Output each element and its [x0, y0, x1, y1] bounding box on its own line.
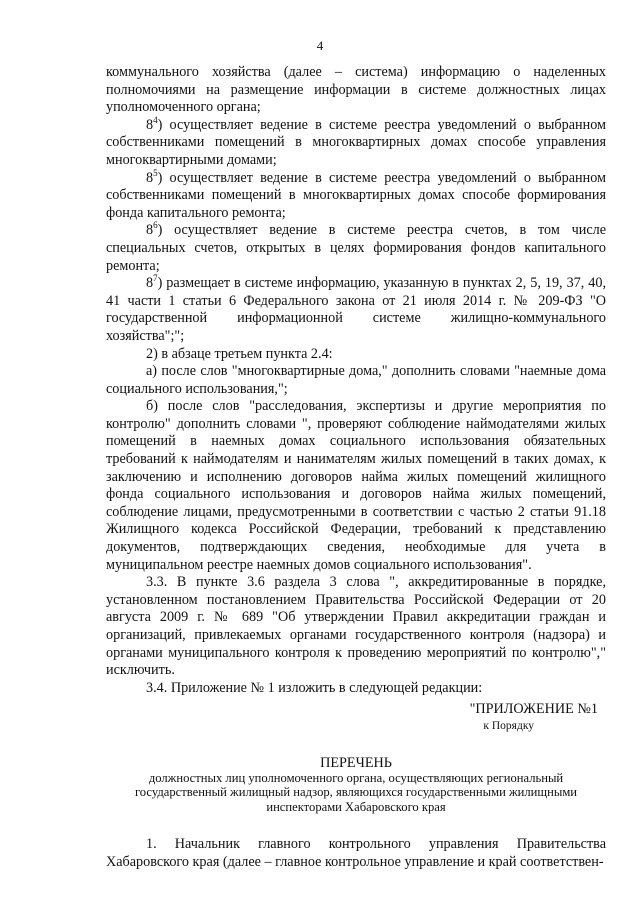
paragraph-item-2: 2) в абзаце третьем пункта 2.4:: [146, 345, 333, 362]
paragraph-item-8-6: $8^6$) осуществляет ведение в системе реестра счетов, в том числе специальных счетов, открытых в целях формирования фондов капитального ремонта;: [106, 220, 606, 274]
document-body: [106, 64, 606, 871]
paragraph-item-8-4: $8^4$) осуществляет ведение в системе реестра уведомлений о выбранном собственниками помещений в многоквартирных домах способе управления многоквартирными домами;: [106, 114, 606, 168]
list-title: ПЕРЕЧЕНЬ: [320, 754, 392, 771]
paragraph-item-3-4: 3.4. Приложение № 1 изложить в следующей редакции:: [146, 679, 483, 696]
paragraph-item-b: б) после слов "расследования, экспертизы и другие мероприятия по контролю" дополнить словами ", проверяют соблюдение наймодателями жилых помещений в наемных домах социального использования обязательных требований к наймодателям и нанимателям жилых помещений в таких домах, к заключению и исполнению договоров найма жилых помещений жилищного фонда социального использования и договоров найма жилых помещений, соблюдение лицами, предусмотренными в соответствии с частью 2 статьи 91.18 Жилищного кодекса Российской Федерации, требований к представлению документов, подтверждающих сведения, необходимые для учета в муниципальном реестре наемных домов социального использования".: [106, 398, 606, 573]
paragraph-item-8-5: $8^5$) осуществляет ведение в системе реестра уведомлений о выбранном собственниками помещений в многоквартирных домах способе формирования фонда капитального ремонта;: [106, 167, 606, 221]
paragraph-item-3-3: 3.3. В пункте 3.6 раздела 3 слова ", аккредитированные в порядке, установленном постановлением Правительства Российской Федерации от 20 августа 2009 г. № 689 "Об утверждении Правил аккредитации граждан и организаций, привлекаемых органами государственного контроля (надзора) и органами муниципального контроля к проведению мероприятий по контролю"," исключить.: [106, 574, 606, 679]
paragraph-item-a: а) после слов "многоквартирные дома," дополнить словами "наемные дома социального использования,";: [106, 363, 606, 397]
paragraph-intro: коммунального хозяйства (далее – система) информацию о наделенных полномочиями на размещение информации в системе должностных лицах уполномоченного органа;: [106, 64, 606, 116]
spacer: [106, 814, 606, 836]
appendix-title: "ПРИЛОЖЕНИЕ №1: [469, 701, 598, 718]
page-number: 4: [316, 38, 324, 53]
appendix-subtitle: к Порядку: [483, 719, 534, 732]
paragraph-item-8-7: $8^7$) размещает в системе информацию, указанную в пунктах 2, 5, 19, 37, 40, 41 части 1 статьи 6 Федерального закона от 21 июля 2014 г. № 209-ФЗ "О государственной информационной системе жилищно-коммунального хозяйства";";: [106, 273, 606, 344]
paragraph-list-item-1: 1. Начальник главного контрольного управления Правительства Хабаровского края (далее – главное контрольное управление и край соответствен-: [106, 836, 606, 870]
list-subtitle: должностных лиц уполномоченного органа, осуществляющих региональный государственный жилищный надзор, являющихся государственными жилищными инспекторами Хабаровского края: [134, 770, 578, 814]
